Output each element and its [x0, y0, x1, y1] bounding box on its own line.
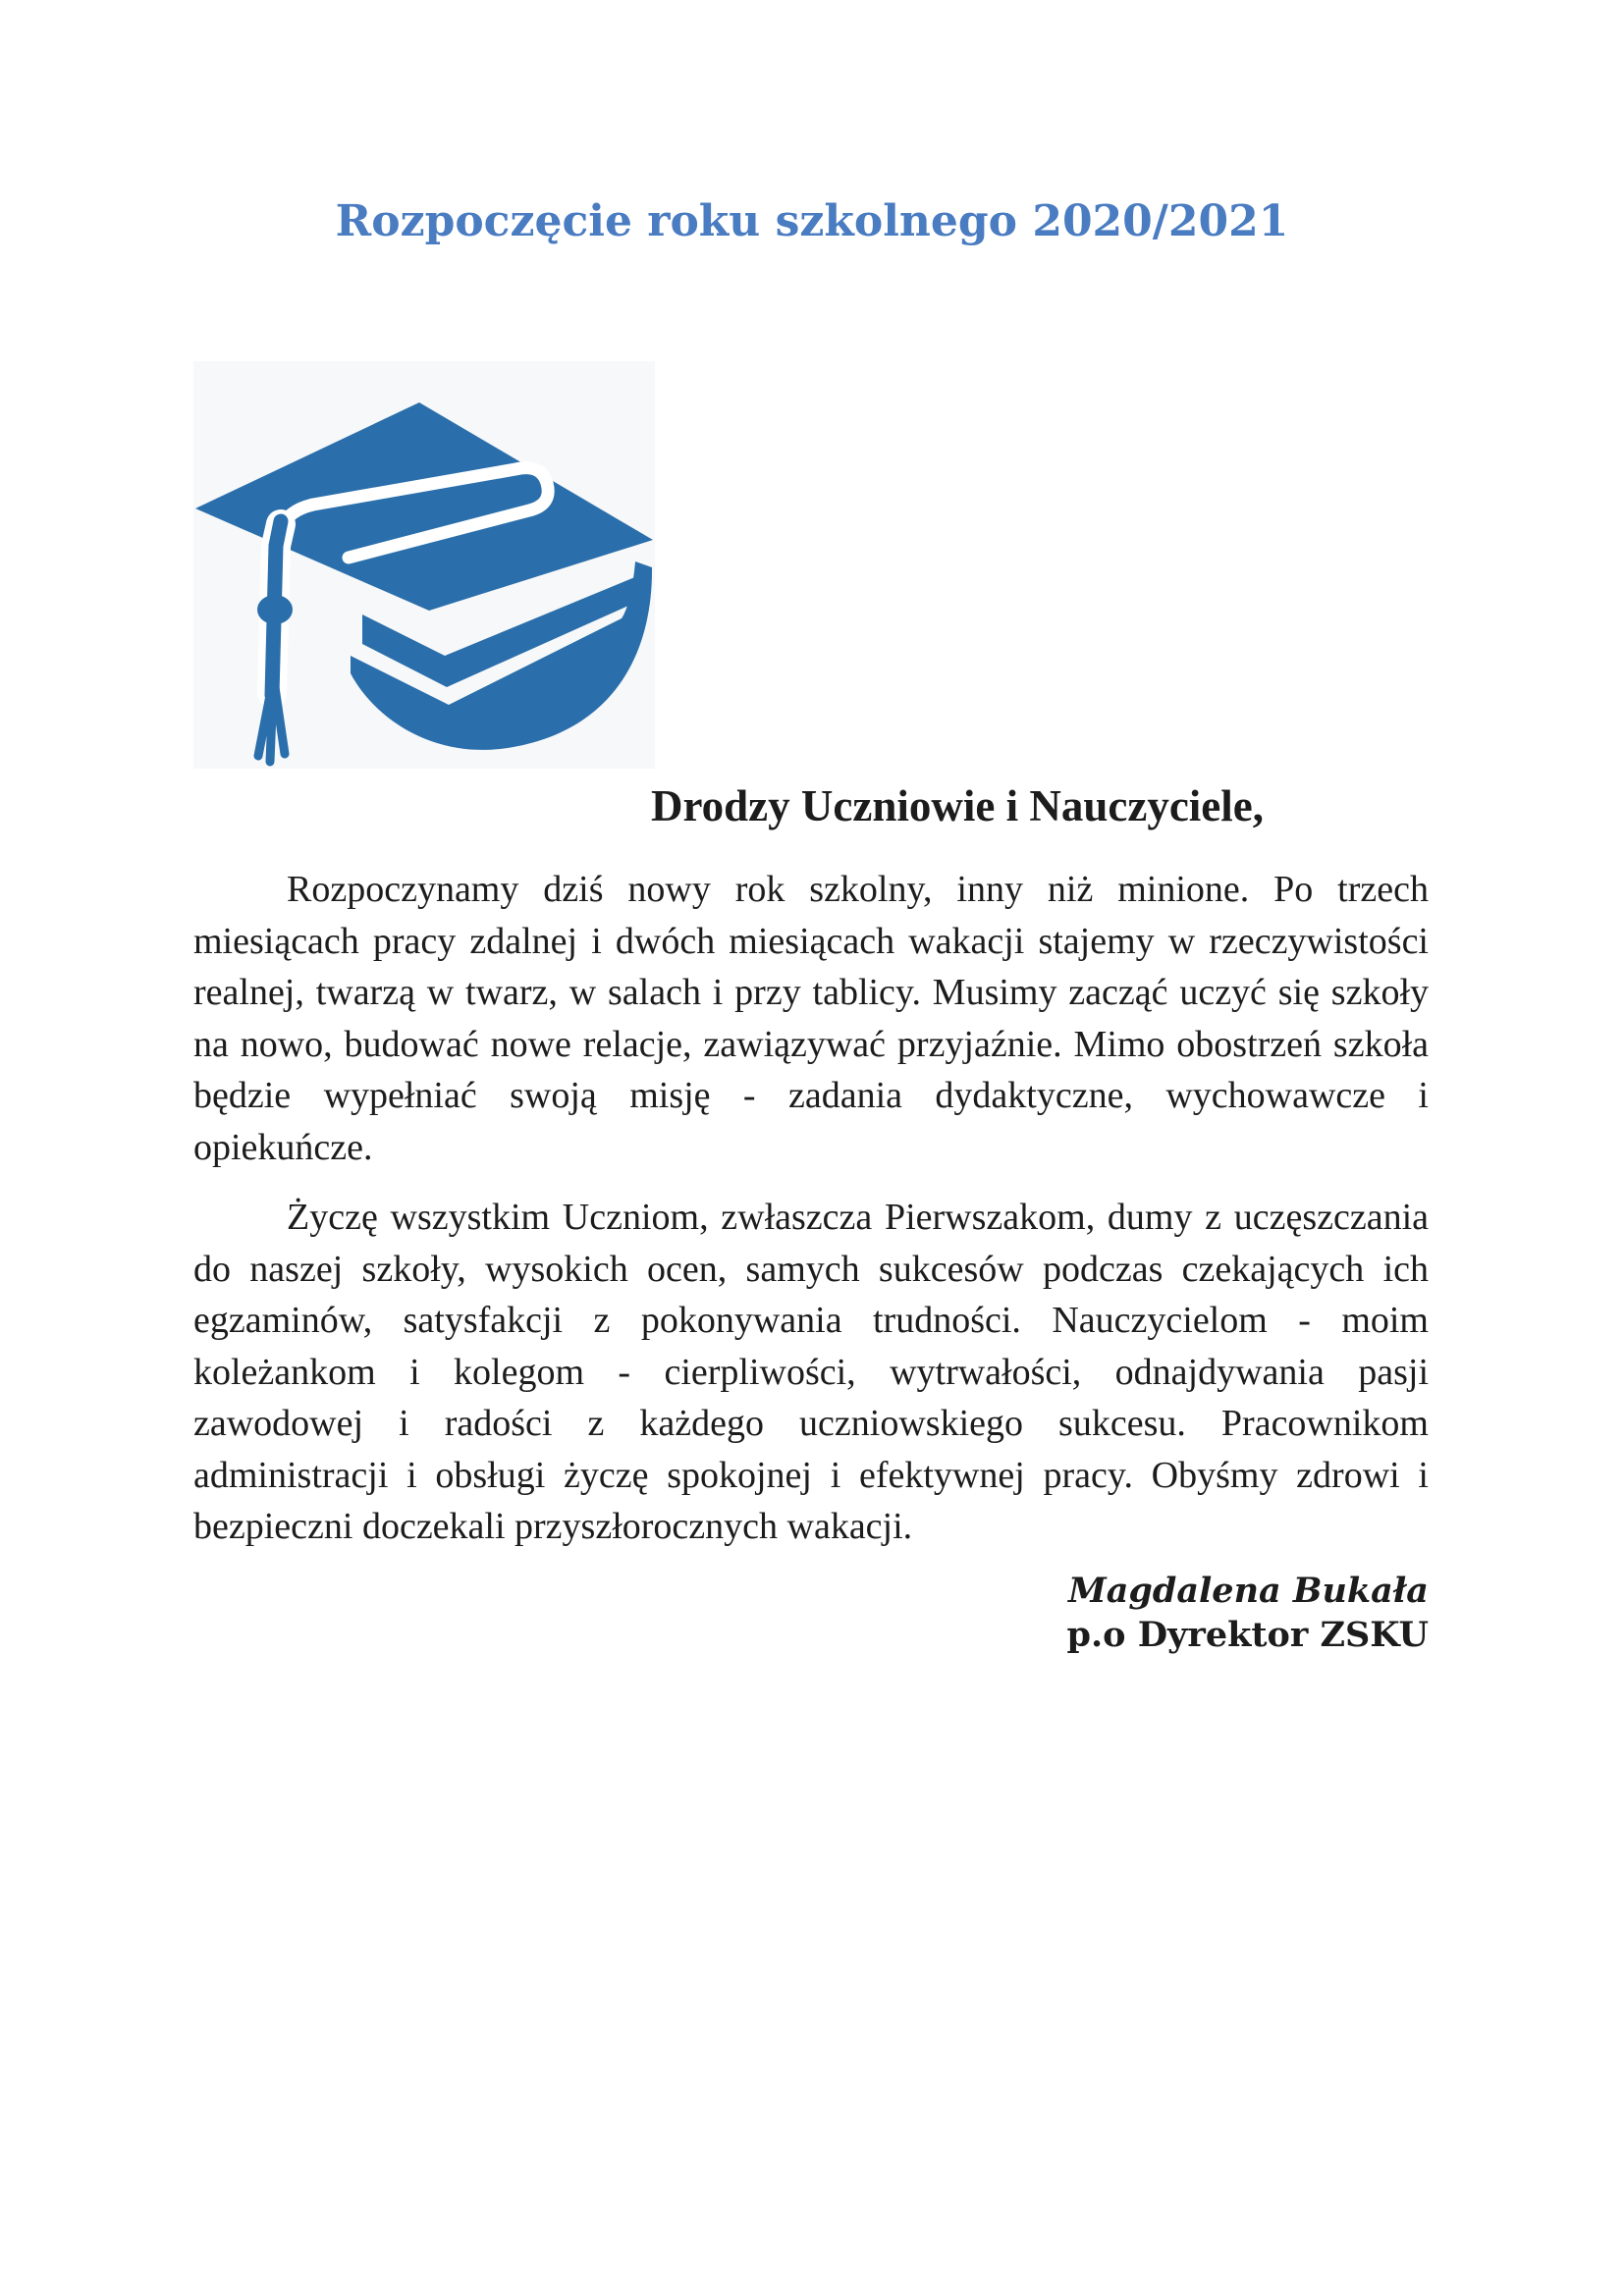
paragraph-2: Życzę wszystkim Uczniom, zwłaszcza Pierwszakom, dumy z uczęszczania do naszej szkoły, wysokich ocen, samych sukcesów podczas czekających ich egzaminów, satysfakcji z pokonywania trudności. Nauczycielom - moim koleżankom i kolegom - cierpliwości, wytrwałości, odnajdywania pasji zawodowej i radości z każdego uczniowskiego sukcesu. Pracownikom administracji i obsługi życzę spokojnej i efektywnej pracy. Obyśmy zdrowi i bezpieczni doczekali przyszłorocznych wakacji.	[193, 1197, 1429, 1547]
signature-role: p.o Dyrektor ZSKU	[1066, 1615, 1429, 1655]
cap-tassel-knot	[257, 595, 293, 624]
greeting-heading: Drodzy Uczniowie i Nauczyciele,	[651, 781, 1265, 830]
paragraph-1: Rozpoczynamy dziś nowy rok szkolny, inny niż minione. Po trzech miesiącach pracy zdalnej i dwóch miesiącach wakacji stajemy w rzeczywistości realnej, twarzą w twarz, w salach i przy tablicy. Musimy zacząć uczyć się szkoły na nowo, budować nowe relacje, zawiązywać przyjaźnie. Mimo obostrzeń szkoła będzie wypełniać swoją misję - zadania dydaktyczne, wychowawcze i opiekuńcze.	[193, 869, 1429, 1168]
graduation-cap-icon	[193, 361, 655, 769]
graduation-cap-figure	[193, 361, 655, 769]
signature-name: Magdalena Bukała	[1067, 1571, 1429, 1611]
page-title: Rozpoczęcie roku szkolnego 2020/2021	[335, 196, 1289, 246]
signature-block	[193, 1569, 1429, 1657]
